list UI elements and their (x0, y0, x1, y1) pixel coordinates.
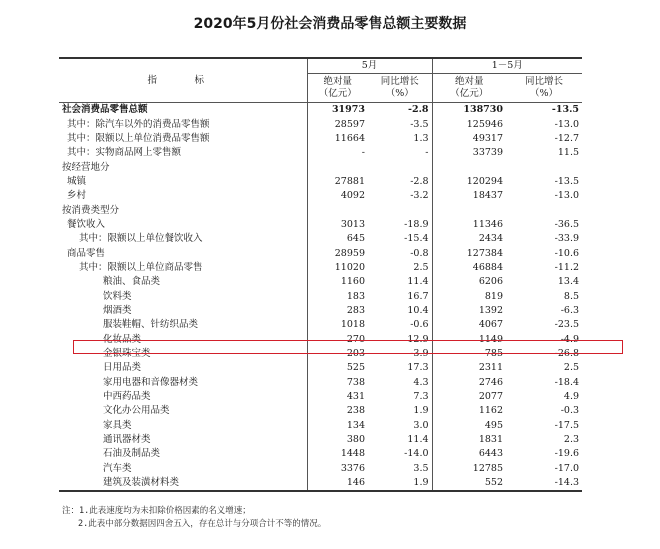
month-growth: -0.6 (368, 318, 432, 332)
ytd-growth: -18.4 (554, 376, 580, 388)
month-absolute: 146 (307, 476, 368, 491)
month-growth: -3.2 (368, 189, 432, 203)
ytd-growth: -12.7 (554, 132, 580, 144)
month-growth: 1.9 (368, 404, 432, 418)
table-row (59, 261, 582, 275)
month-growth: - (368, 146, 432, 160)
month-growth: 12.9 (368, 333, 432, 347)
month-growth: -2.8 (368, 103, 432, 118)
ytd-growth: 13.4 (557, 276, 580, 288)
table-row (59, 103, 582, 118)
table-row (59, 275, 582, 289)
month-growth (368, 160, 432, 174)
ytd-growth: 8.5 (563, 290, 580, 302)
ytd-growth: 11.5 (557, 147, 580, 159)
row-label: 社会消费品零售总额 (59, 103, 307, 118)
ytd-growth: -10.6 (554, 247, 580, 259)
month-absolute-header: 绝对量 （亿元） (307, 74, 368, 103)
row-label: 餐饮收入 (59, 218, 307, 232)
ytd-absolute: 6443 (478, 448, 504, 460)
row-label: 通讯器材类 (59, 433, 307, 447)
ytd-growth (506, 160, 582, 174)
month-growth: 7.3 (368, 390, 432, 404)
footnote-2: 2.此表中部分数据因四舍五入，存在总计与分项合计不等的情况。 (78, 519, 327, 529)
month-growth-header: 同比增长 （%） (368, 74, 432, 103)
ytd-growth: -14.3 (506, 476, 582, 491)
month-growth: 1.9 (368, 476, 432, 491)
month-growth: 2.5 (368, 261, 432, 275)
row-label: 商品零售 (59, 246, 307, 260)
ytd-growth: -13.0 (554, 118, 580, 130)
row-label: 其中：限额以上单位消费品零售额 (59, 132, 307, 146)
table-row (59, 376, 582, 390)
ytd-growth: -13.5 (551, 104, 580, 116)
month-growth: 17.3 (368, 361, 432, 375)
month-absolute: 203 (346, 348, 365, 360)
ytd-absolute: 1392 (478, 304, 504, 316)
table-row (59, 160, 582, 174)
month-growth: -3.5 (368, 117, 432, 131)
month-growth: 11.4 (368, 275, 432, 289)
table-row (59, 246, 582, 260)
ytd-absolute: 1162 (478, 405, 504, 417)
row-label: 其中：除汽车以外的消费品零售额 (59, 117, 307, 131)
retail-sales-table (59, 57, 582, 492)
footnotes (62, 505, 326, 531)
row-label: 烟酒类 (59, 304, 307, 318)
ytd-absolute: 2746 (478, 376, 504, 388)
ytd-absolute: 552 (432, 476, 506, 491)
month-growth: 11.4 (368, 433, 432, 447)
row-label: 城镇 (59, 175, 307, 189)
month-growth: -14.0 (368, 447, 432, 461)
ytd-absolute: 2311 (478, 362, 504, 374)
ytd-growth: -33.9 (554, 233, 580, 245)
ytd-growth: -11.2 (554, 261, 580, 273)
month-growth: -2.8 (368, 175, 432, 189)
month-absolute: 11020 (334, 261, 365, 273)
row-label: 日用品类 (59, 361, 307, 375)
month-absolute (307, 203, 368, 217)
ytd-growth: -4.9 (560, 333, 580, 345)
month-absolute: 270 (346, 333, 365, 345)
month-absolute: 1160 (340, 276, 365, 288)
row-label: 其中：实物商品网上零售额 (59, 146, 307, 160)
table-row (59, 232, 582, 246)
ytd-growth: 2.3 (563, 434, 580, 446)
ytd-absolute: 6206 (478, 276, 504, 288)
table-row-highlighted (59, 333, 582, 347)
month-absolute: 134 (346, 419, 365, 431)
ytd-growth: -26.8 (554, 348, 580, 360)
table-row (59, 304, 582, 318)
ytd-growth: -13.5 (554, 175, 580, 187)
table-row (59, 476, 582, 491)
ytd-growth: -19.6 (554, 448, 580, 460)
month-growth: -3.9 (368, 347, 432, 361)
indicator-header: 指 标 (59, 58, 307, 103)
month-absolute (307, 160, 368, 174)
table-row (59, 203, 582, 217)
row-label: 家用电器和音像器材类 (59, 376, 307, 390)
ytd-absolute: 819 (484, 290, 504, 302)
ytd-absolute: 1831 (478, 434, 504, 446)
row-label: 文化办公用品类 (59, 404, 307, 418)
ytd-absolute: 33739 (472, 147, 504, 159)
month-absolute: 283 (346, 304, 365, 316)
month-growth: 16.7 (368, 289, 432, 303)
ytd-growth: -6.3 (560, 304, 580, 316)
month-absolute: 645 (346, 233, 365, 245)
month-absolute: 31973 (331, 104, 365, 116)
table-row (59, 132, 582, 146)
row-label: 石油及制品类 (59, 447, 307, 461)
table-row (59, 404, 582, 418)
table-row (59, 289, 582, 303)
header-row-groups (59, 58, 582, 74)
ytd-absolute: 4067 (478, 319, 504, 331)
month-absolute: 27881 (334, 175, 365, 187)
month-group-header: 5月 (307, 58, 432, 74)
row-label: 服装鞋帽、针纺织品类 (59, 318, 307, 332)
ytd-growth: 2.5 (563, 362, 580, 374)
table-row (59, 419, 582, 433)
month-absolute: 11664 (334, 132, 365, 144)
ytd-absolute: 11346 (472, 218, 504, 230)
ytd-absolute-header: 绝对量 （亿元） (432, 74, 506, 103)
month-absolute: 183 (346, 290, 365, 302)
ytd-absolute: 127384 (466, 247, 504, 259)
month-absolute: 380 (346, 434, 365, 446)
month-absolute: 28597 (334, 118, 365, 130)
ytd-growth: -13.0 (554, 190, 580, 202)
table-row (59, 175, 582, 189)
table-row (59, 447, 582, 461)
ytd-absolute: 18437 (472, 190, 504, 202)
row-label: 家具类 (59, 419, 307, 433)
month-absolute: 3013 (340, 218, 365, 230)
table-row (59, 189, 582, 203)
month-absolute: 1448 (340, 448, 365, 460)
row-label: 饮料类 (59, 289, 307, 303)
month-growth: -15.4 (368, 232, 432, 246)
ytd-absolute: 12785 (472, 462, 504, 474)
month-growth: -18.9 (368, 218, 432, 232)
footnote-1: 注：1.此表速度均为未扣除价格因素的名义增速； (62, 506, 251, 516)
month-absolute: 431 (346, 391, 365, 403)
month-growth: 3.5 (368, 462, 432, 476)
ytd-absolute (432, 160, 506, 174)
row-label: 汽车类 (59, 462, 307, 476)
row-label: 其中：限额以上单位餐饮收入 (59, 232, 307, 246)
ytd-growth: -17.0 (554, 462, 580, 474)
row-label: 乡村 (59, 189, 307, 203)
month-absolute: - (361, 147, 365, 159)
ytd-absolute: 495 (484, 419, 504, 431)
table-row (59, 218, 582, 232)
page-title: 2020年5月份社会消费品零售总额主要数据 (193, 16, 467, 32)
table-row (59, 347, 582, 361)
table-row (59, 318, 582, 332)
ytd-growth: 4.9 (563, 391, 580, 403)
ytd-absolute: 1149 (478, 333, 504, 345)
ytd-growth: -17.5 (554, 419, 580, 431)
ytd-absolute: 125946 (466, 118, 504, 130)
month-absolute: 1018 (340, 319, 365, 331)
ytd-growth-header: 同比增长 （%） (506, 74, 582, 103)
ytd-absolute: 785 (484, 348, 504, 360)
table-row (59, 117, 582, 131)
month-absolute: 28959 (334, 247, 365, 259)
table-row (59, 146, 582, 160)
month-growth: 1.3 (368, 132, 432, 146)
ytd-absolute: 46884 (472, 261, 504, 273)
month-growth: 10.4 (368, 304, 432, 318)
ytd-absolute: 2434 (478, 233, 504, 245)
ytd-absolute: 138730 (463, 104, 504, 116)
month-growth: -0.8 (368, 246, 432, 260)
row-label: 金银珠宝类 (59, 347, 307, 361)
row-label: 按消费类型分 (59, 203, 307, 217)
ytd-growth (506, 203, 582, 217)
table-row (59, 433, 582, 447)
ytd-absolute: 120294 (466, 175, 504, 187)
table-row (59, 361, 582, 375)
month-growth: 4.3 (368, 376, 432, 390)
row-label: 按经营地分 (59, 160, 307, 174)
ytd-absolute (432, 203, 506, 217)
row-label: 其中：限额以上单位商品零售 (59, 261, 307, 275)
ytd-growth: -0.3 (560, 405, 580, 417)
ytd-growth: -23.5 (554, 319, 580, 331)
row-label: 建筑及装潢材料类 (59, 476, 307, 491)
month-absolute: 525 (346, 362, 365, 374)
month-growth: 3.0 (368, 419, 432, 433)
ytd-absolute: 2077 (478, 391, 504, 403)
month-growth (368, 203, 432, 217)
month-absolute: 238 (346, 405, 365, 417)
table-row (59, 462, 582, 476)
ytd-absolute: 49317 (472, 132, 504, 144)
month-absolute: 4092 (340, 190, 365, 202)
row-label: 化妆品类 (59, 333, 307, 347)
ytd-growth: -36.5 (554, 218, 580, 230)
table-row (59, 390, 582, 404)
ytd-group-header: 1－5月 (432, 58, 582, 74)
row-label: 粮油、食品类 (59, 275, 307, 289)
row-label: 中西药品类 (59, 390, 307, 404)
month-absolute: 738 (346, 376, 365, 388)
month-absolute: 3376 (340, 462, 365, 474)
